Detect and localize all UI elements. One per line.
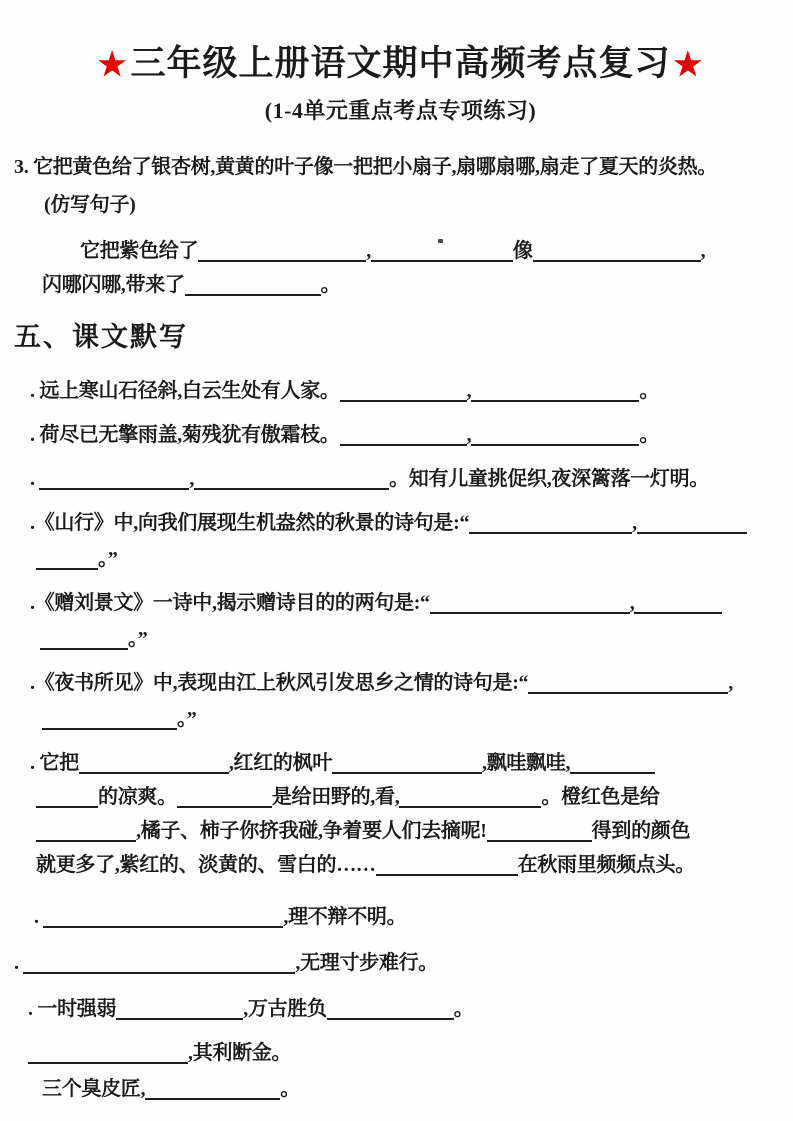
text-run: 。橙红色是给 xyxy=(541,786,660,808)
worksheet-item xyxy=(14,420,787,450)
text-run: .《赠刘景文》一诗中,揭示赠诗目的的两句是:“ xyxy=(30,592,430,614)
dictation-items xyxy=(14,376,787,1104)
text-run: 。 xyxy=(280,1078,300,1100)
answer-blank xyxy=(23,950,295,974)
answer-blank xyxy=(36,546,98,570)
text-run: 。 xyxy=(639,380,660,402)
text-run: . 远上寒山石径斜,白云生处有人家。 xyxy=(30,380,340,402)
answer-blank xyxy=(471,422,639,446)
answer-blank xyxy=(177,784,272,808)
text-run: . xyxy=(30,468,40,490)
text-run: , xyxy=(629,592,635,614)
text-run: , xyxy=(466,424,472,446)
page-title-row xyxy=(14,40,787,88)
worksheet-line xyxy=(42,270,787,300)
worksheet-line xyxy=(28,1038,787,1068)
worksheet-line xyxy=(36,816,787,846)
text-run: , xyxy=(728,672,733,694)
answer-blank xyxy=(43,904,283,928)
text-run: , xyxy=(189,468,195,490)
text-run: 的凉爽。 xyxy=(98,786,177,808)
worksheet-item xyxy=(14,902,787,932)
answer-blank xyxy=(194,466,389,490)
text-run: . 一时强弱 xyxy=(28,998,117,1020)
text-run: 3. 它把黄色给了银杏树,黄黄的叶子像一把把小扇子,扇哪扇哪,扇走了夏天的炎热。 xyxy=(14,156,717,178)
answer-blank xyxy=(340,422,467,446)
answer-blank xyxy=(376,852,518,876)
worksheet-item xyxy=(14,464,787,494)
answer-blank xyxy=(528,670,728,694)
worksheet-line xyxy=(36,850,787,880)
text-run: 就更多了,紫红的、淡黄的、雪白的…… xyxy=(36,854,376,876)
text-run: 。 xyxy=(453,998,474,1020)
text-run: , xyxy=(466,380,472,402)
text-run: ,飘哇飘哇, xyxy=(482,752,571,774)
answer-blank xyxy=(340,378,467,402)
worksheet-line xyxy=(30,748,787,778)
worksheet-line xyxy=(30,376,787,406)
answer-blank xyxy=(36,818,136,842)
text-run: 。 xyxy=(639,424,660,446)
answer-blank xyxy=(637,510,747,534)
answer-blank xyxy=(39,466,189,490)
answer-blank xyxy=(79,750,229,774)
answer-blank xyxy=(198,238,366,262)
worksheet-line xyxy=(14,948,787,978)
worksheet-line xyxy=(30,588,787,618)
text-run: 。” xyxy=(128,628,148,650)
star-icon: ★ xyxy=(673,46,704,82)
text-run: (仿写句子) xyxy=(44,194,136,216)
answer-blank xyxy=(42,706,177,730)
worksheet-line xyxy=(36,544,787,574)
answer-blank xyxy=(36,784,98,808)
worksheet-item xyxy=(14,948,787,978)
scan-speck xyxy=(438,239,443,243)
worksheet-item xyxy=(14,748,787,880)
text-run: 是给田野的,看, xyxy=(271,786,400,808)
text-run: ,其利断金。 xyxy=(188,1042,292,1064)
text-run: 它把紫色给了 xyxy=(80,240,199,262)
worksheet-line xyxy=(30,508,787,538)
text-run: 。” xyxy=(98,548,118,570)
worksheet-item xyxy=(14,588,787,654)
text-run: . xyxy=(34,906,44,928)
worksheet-line xyxy=(30,420,787,450)
answer-blank xyxy=(28,1040,188,1064)
answer-blank xyxy=(327,996,454,1020)
text-run: 。 xyxy=(320,274,341,296)
answer-blank xyxy=(469,510,632,534)
answer-blank xyxy=(185,272,321,296)
text-run: 。” xyxy=(177,708,197,730)
page-title: 三年级上册语文期中高频考点复习 xyxy=(130,44,671,83)
answer-blank xyxy=(471,378,639,402)
text-run: 。知有儿童挑促织,夜深篱落一灯明。 xyxy=(389,468,710,490)
answer-blank xyxy=(145,1076,280,1100)
worksheet-line xyxy=(42,704,787,734)
answer-blank xyxy=(116,996,243,1020)
worksheet-line xyxy=(34,902,787,932)
text-run: 像 xyxy=(512,240,533,262)
worksheet-item xyxy=(14,376,787,406)
text-run: 闪哪闪哪,带来了 xyxy=(42,274,185,296)
text-run: . 它把 xyxy=(30,752,79,774)
worksheet-line xyxy=(28,994,787,1024)
answer-blank xyxy=(399,784,541,808)
text-run: ,红红的枫叶 xyxy=(228,752,333,774)
star-icon: ★ xyxy=(97,46,128,82)
worksheet-line xyxy=(30,668,787,698)
worksheet-line xyxy=(42,1074,787,1104)
answer-blank xyxy=(430,590,630,614)
text-run: ,橘子、柿子你挤我碰,争着要人们去摘呢! xyxy=(136,820,487,842)
worksheet-line xyxy=(80,236,787,266)
worksheet-line xyxy=(36,782,787,812)
worksheet-item xyxy=(14,994,787,1024)
text-run: , xyxy=(366,240,371,262)
worksheet-line xyxy=(40,624,787,654)
worksheet-item xyxy=(14,668,787,734)
text-run: . 荷尽已无擎雨盖,菊残犹有傲霜枝。 xyxy=(30,424,340,446)
answer-blank xyxy=(332,750,482,774)
text-run: ,无理寸步难行。 xyxy=(295,952,439,974)
text-run: ,理不辩不明。 xyxy=(283,906,407,928)
answer-blank xyxy=(487,818,592,842)
answer-blank xyxy=(40,626,128,650)
question-3-block xyxy=(14,152,787,300)
text-run: 三个臭皮匠, xyxy=(42,1078,146,1100)
text-run: 得到的颜色 xyxy=(591,820,691,842)
answer-blank xyxy=(533,238,701,262)
worksheet-line xyxy=(14,152,787,182)
section-heading: 五、课文默写 xyxy=(14,322,188,352)
text-run: , xyxy=(700,240,706,262)
text-run: .《夜书所见》中,表现由江上秋风引发思乡之情的诗句是:“ xyxy=(30,672,529,694)
worksheet-item xyxy=(14,1038,787,1068)
worksheet-line xyxy=(44,190,787,220)
text-run: . xyxy=(14,952,24,974)
worksheet-line xyxy=(30,464,787,494)
text-run: 在秋雨里频频点头。 xyxy=(517,854,695,876)
answer-blank xyxy=(634,590,722,614)
text-run: , xyxy=(632,512,637,534)
worksheet-item xyxy=(14,508,787,574)
text-run: .《山行》中,向我们展现生机盎然的秋景的诗句是:“ xyxy=(30,512,470,534)
worksheet-item xyxy=(14,1074,787,1104)
answer-blank xyxy=(570,750,655,774)
text-run: ,万古胜负 xyxy=(243,998,327,1020)
page-subtitle: (1-4单元重点考点专项练习) xyxy=(264,98,537,123)
